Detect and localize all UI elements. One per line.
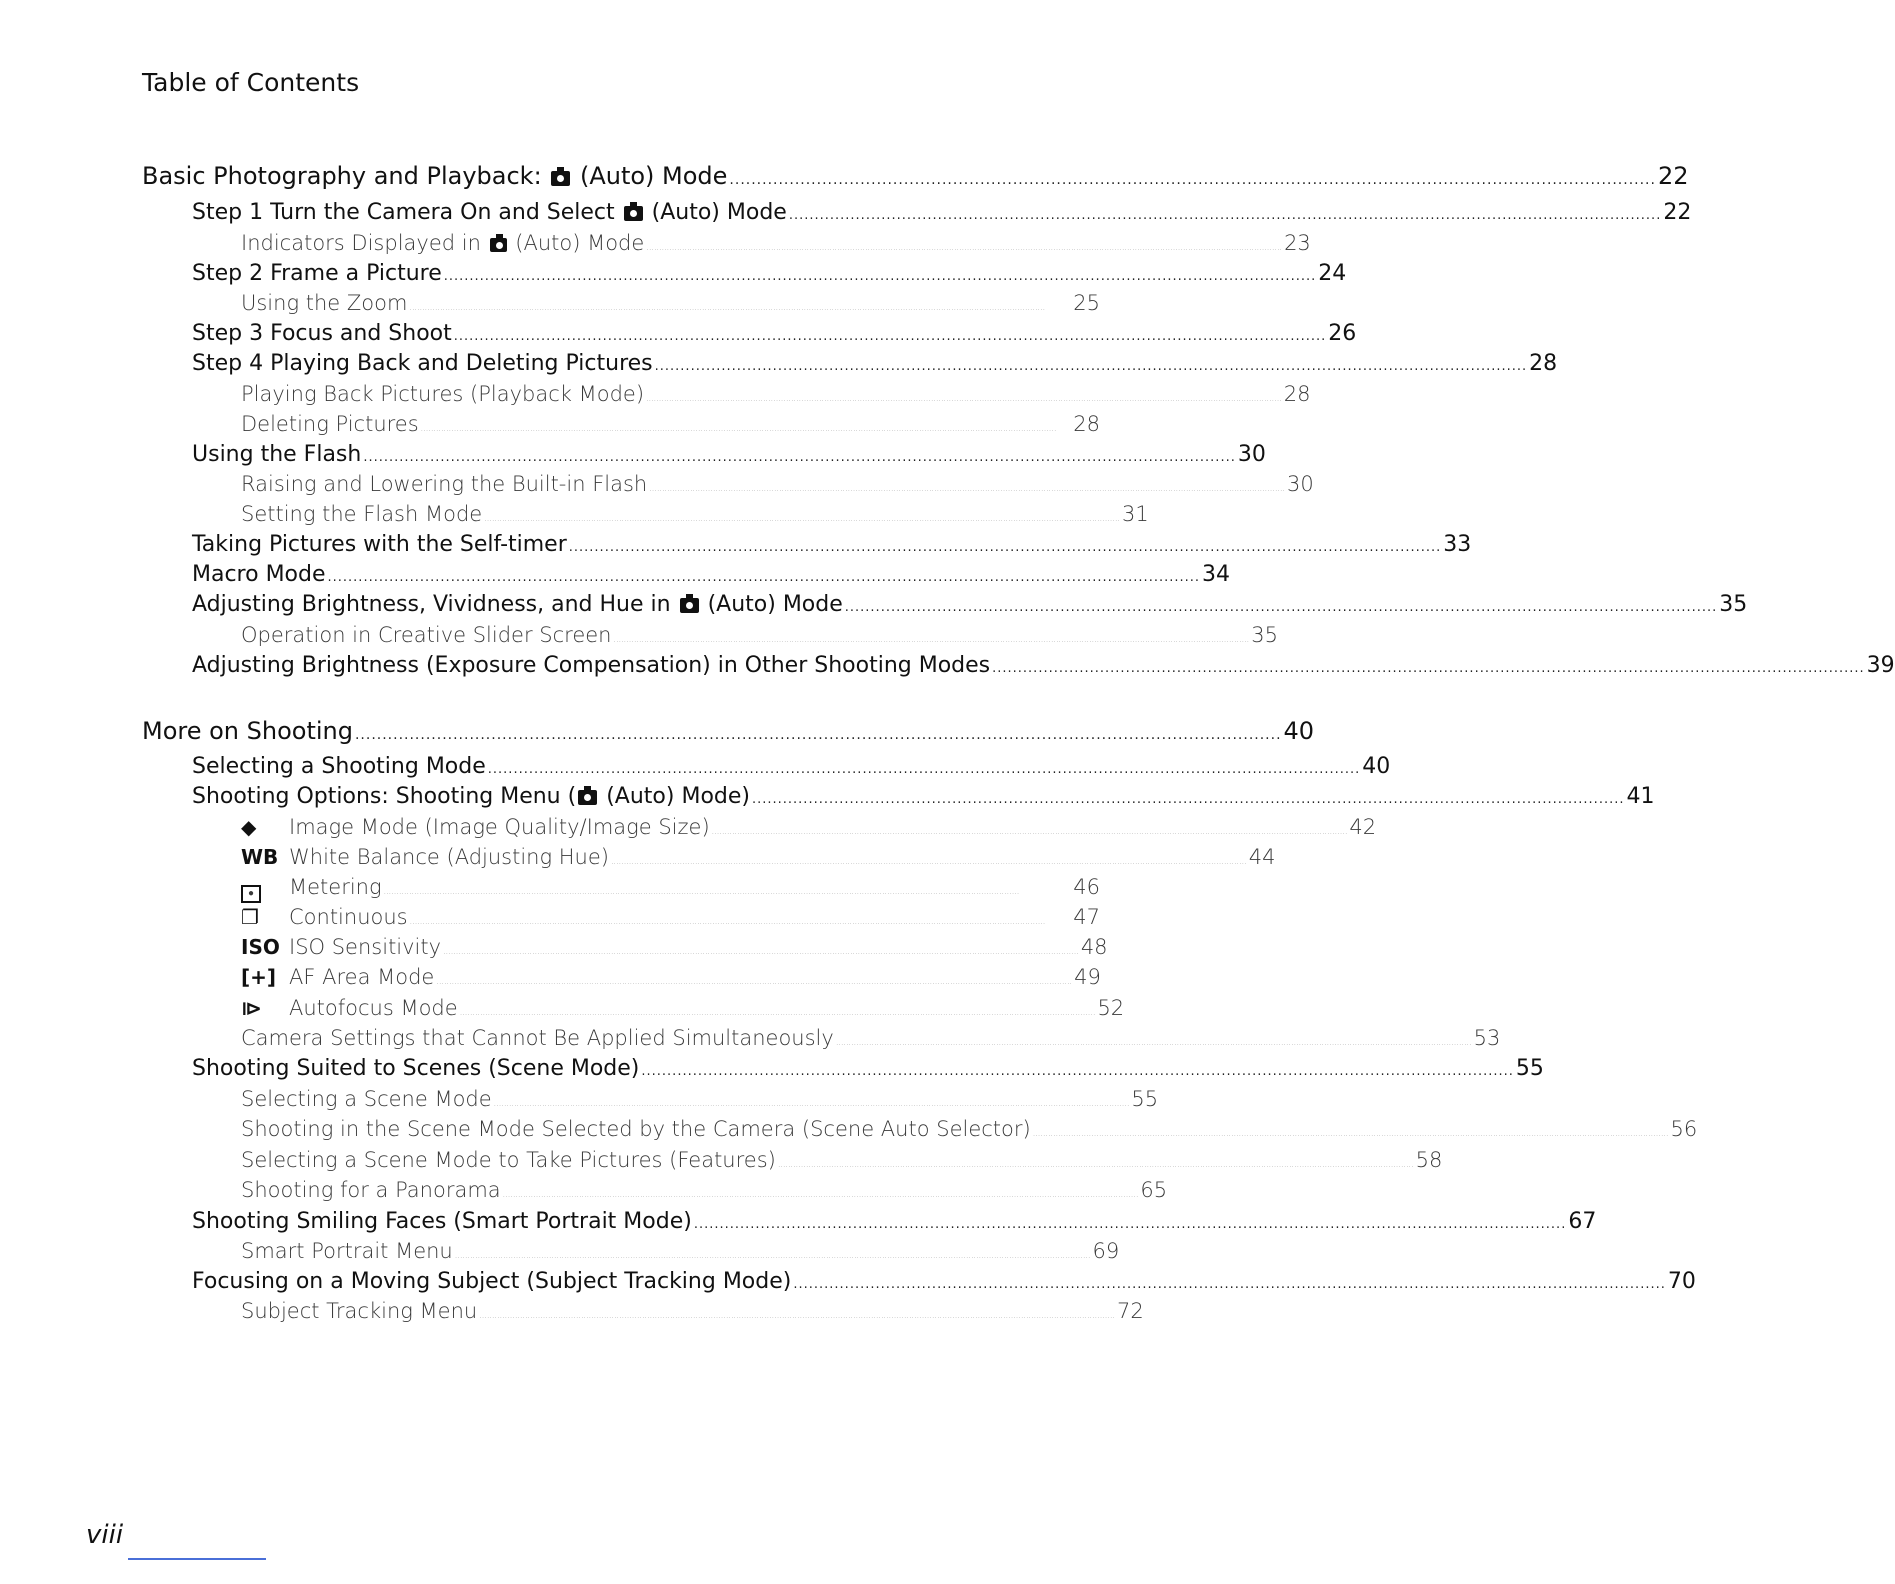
page-number: 72	[1116, 1299, 1144, 1323]
leader-dots: ..........................................................................................................................................................................................................................................................	[610, 857, 1247, 866]
toc-entry-scene-auto[interactable]: Shooting in the Scene Mode Selected by the Camera (Scene Auto Selector) .......................................................................................................................................................................................................................................................... 56	[241, 1117, 1698, 1141]
toc-entry-cannot-apply[interactable]: Camera Settings that Cannot Be Applied Simultaneously .......................................................................................................................................................................................................................................................... 53	[241, 1026, 1501, 1050]
page-number: 70	[1667, 1269, 1696, 1294]
page-number: 28	[1283, 382, 1311, 406]
toc-entry-macro[interactable]: Macro Mode .......................................................................................................................................................................... 34	[192, 562, 1231, 587]
toc-entry-selecting-scene[interactable]: Selecting a Scene Mode .......................................................................................................................................................................................................................................................... 55	[241, 1087, 1159, 1111]
leader-dots: ..........................................................................................................................................................................................................................................................	[459, 1008, 1096, 1017]
page-number: 25	[1073, 291, 1100, 315]
page-number: 28	[1073, 412, 1100, 436]
leader-dots: ..........................................................................................................................................................................................................................................................	[502, 1190, 1139, 1199]
page-number: 22	[1663, 200, 1692, 225]
page-number: 34	[1202, 562, 1231, 587]
toc-entry-playing-back[interactable]: Playing Back Pictures (Playback Mode) .......................................................................................................................................................................................................................................................... 28	[241, 382, 1311, 406]
toc-entry-shooting-options[interactable]: Shooting Options: Shooting Menu ( (Auto) Mode) .......................................................................................................................................................................... 41	[192, 784, 1655, 809]
leader-dots: ..........................................................................................................................................................................................................................................................	[383, 887, 1020, 896]
page-number: 30	[1237, 442, 1266, 467]
page-number: 31	[1121, 502, 1149, 526]
page-number: 30	[1287, 472, 1314, 496]
page-number: 65	[1140, 1178, 1168, 1202]
page-number: 28	[1529, 351, 1558, 376]
page-number: 26	[1328, 321, 1357, 346]
page-number: 58	[1415, 1148, 1443, 1172]
toc-entry-smart-portrait[interactable]: Shooting Smiling Faces (Smart Portrait Mode) .......................................................................................................................................................................... 67	[192, 1209, 1597, 1234]
table-of-contents	[142, 0, 1895, 1584]
leader-dots: ..........................................................................................................................................................................	[641, 1064, 1514, 1079]
toc-entry-subject-tracking-menu[interactable]: Subject Tracking Menu .......................................................................................................................................................................................................................................................... 72	[241, 1299, 1144, 1323]
toc-entry-smart-portrait-menu[interactable]: Smart Portrait Menu .......................................................................................................................................................................................................................................................... 69	[241, 1239, 1120, 1263]
camera-icon	[551, 171, 570, 186]
iso-icon: ISO	[241, 935, 280, 959]
page-title: Table of Contents	[142, 68, 360, 97]
toc-entry-brightness-auto[interactable]: Adjusting Brightness, Vividness, and Hue in (Auto) Mode .......................................................................................................................................................................... 35	[192, 592, 1748, 617]
leader-dots: ..........................................................................................................................................................................................................................................................	[454, 1251, 1091, 1260]
toc-entry-flash[interactable]: Using the Flash .......................................................................................................................................................................... 30	[192, 442, 1266, 467]
leader-dots: ..........................................................................................................................................................................	[453, 329, 1327, 344]
page-number: 39	[1866, 653, 1895, 678]
page-number: 42	[1349, 815, 1377, 839]
leader-dots: ..........................................................................................................................................................................	[729, 172, 1656, 188]
toc-entry-exposure-comp[interactable]: Adjusting Brightness (Exposure Compensation) in Other Shooting Modes .......................................................................................................................................................................... 39	[192, 653, 1895, 678]
folio-underline	[128, 1558, 266, 1560]
page-number: 24	[1318, 261, 1347, 286]
camera-icon	[624, 206, 643, 221]
leader-dots: ..........................................................................................................................................................................	[354, 727, 1282, 743]
toc-entry-step3[interactable]: Step 3 Focus and Shoot .......................................................................................................................................................................... 26	[192, 321, 1357, 346]
toc-entry-self-timer[interactable]: Taking Pictures with the Self-timer .......................................................................................................................................................................... 33	[192, 532, 1472, 557]
metering-icon: ●	[241, 885, 261, 903]
leader-dots: ..........................................................................................................................................................................	[693, 1217, 1567, 1232]
leader-dots: ..........................................................................................................................................................................................................................................................	[835, 1038, 1472, 1047]
toc-entry-step2[interactable]: Step 2 Frame a Picture .......................................................................................................................................................................... 24	[192, 261, 1347, 286]
page-number: 40	[1283, 717, 1315, 745]
leader-dots: ..........................................................................................................................................................................................................................................................	[1032, 1129, 1669, 1138]
af-area-icon: [+]	[241, 965, 277, 989]
toc-entry-white-balance[interactable]: WB White Balance (Adjusting Hue) .......................................................................................................................................................................................................................................................... 44	[241, 845, 1276, 869]
toc-entry-autofocus[interactable]: ⧐ Autofocus Mode .......................................................................................................................................................................................................................................................... 52	[241, 996, 1125, 1020]
camera-icon	[680, 598, 699, 613]
toc-entry-raising-flash[interactable]: Raising and Lowering the Built-in Flash .......................................................................................................................................................................................................................................................... 30	[241, 472, 1314, 496]
leader-dots: ..........................................................................................................................................................................	[788, 208, 1662, 223]
page-number: 49	[1074, 965, 1101, 989]
toc-entry-scene-features[interactable]: Selecting a Scene Mode to Take Pictures (Features) .......................................................................................................................................................................................................................................................... 58	[241, 1148, 1443, 1172]
leader-dots: ..........................................................................................................................................................................	[363, 450, 1236, 465]
page-number: 53	[1473, 1026, 1501, 1050]
leader-dots: ..........................................................................................................................................................................................................................................................	[409, 303, 1046, 312]
page-number: 55	[1131, 1087, 1159, 1111]
toc-entry-basic-photography[interactable]: Basic Photography and Playback: (Auto) Mode .......................................................................................................................................................................... 22	[142, 162, 1689, 190]
leader-dots: ..........................................................................................................................................................................................................................................................	[646, 394, 1282, 403]
toc-entry-panorama[interactable]: Shooting for a Panorama .......................................................................................................................................................................................................................................................... 65	[241, 1178, 1168, 1202]
page-number: 44	[1248, 845, 1276, 869]
leader-dots: ..........................................................................................................................................................................................................................................................	[436, 977, 1073, 986]
leader-dots: ..........................................................................................................................................................................................................................................................	[420, 424, 1057, 433]
page-number: 56	[1670, 1117, 1698, 1141]
leader-dots: ..........................................................................................................................................................................................................................................................	[443, 947, 1079, 956]
white-balance-icon: WB	[241, 845, 279, 869]
leader-dots: ..........................................................................................................................................................................	[992, 661, 1865, 676]
page-number: 33	[1443, 532, 1472, 557]
toc-entry-indicators[interactable]: Indicators Displayed in (Auto) Mode .......................................................................................................................................................................................................................................................... 23	[241, 231, 1311, 255]
toc-entry-creative-slider[interactable]: Operation in Creative Slider Screen .......................................................................................................................................................................................................................................................... 35	[241, 623, 1278, 647]
leader-dots: ..........................................................................................................................................................................................................................................................	[409, 917, 1046, 926]
toc-entry-subject-tracking[interactable]: Focusing on a Moving Subject (Subject Tracking Mode) .......................................................................................................................................................................... 70	[192, 1269, 1696, 1294]
camera-icon	[578, 790, 597, 805]
toc-entry-scene-mode[interactable]: Shooting Suited to Scenes (Scene Mode) .......................................................................................................................................................................... 55	[192, 1056, 1544, 1081]
leader-dots: ..........................................................................................................................................................................................................................................................	[711, 827, 1348, 836]
page-number: 23	[1284, 231, 1311, 255]
page-number: 40	[1362, 754, 1391, 779]
page-number: 46	[1073, 875, 1100, 899]
page-number: 55	[1515, 1056, 1544, 1081]
page-number: 47	[1073, 905, 1100, 929]
toc-entry-step1[interactable]: Step 1 Turn the Camera On and Select (Auto) Mode .......................................................................................................................................................................... 22	[192, 200, 1692, 225]
leader-dots: ..........................................................................................................................................................................	[327, 570, 1201, 585]
toc-entry-deleting[interactable]: Deleting Pictures .......................................................................................................................................................................................................................................................... 28	[241, 412, 1100, 436]
image-mode-icon: ◆	[241, 815, 257, 839]
leader-dots: ..........................................................................................................................................................................	[443, 269, 1317, 284]
toc-entry-more-on-shooting[interactable]: More on Shooting .......................................................................................................................................................................... 40	[142, 717, 1315, 745]
leader-dots: ..........................................................................................................................................................................	[654, 359, 1528, 374]
page-number: 48	[1080, 935, 1108, 959]
leader-dots: ..........................................................................................................................................................................	[487, 762, 1361, 777]
page-number: 41	[1626, 784, 1655, 809]
toc-entry-flash-mode[interactable]: Setting the Flash Mode .......................................................................................................................................................................................................................................................... 31	[241, 502, 1149, 526]
continuous-icon: ❐	[241, 905, 259, 929]
leader-dots: ..........................................................................................................................................................................................................................................................	[613, 635, 1250, 644]
toc-entry-image-mode[interactable]: ◆ Image Mode (Image Quality/Image Size) .......................................................................................................................................................................................................................................................... 42	[241, 815, 1377, 839]
page-number: 52	[1097, 996, 1125, 1020]
toc-entry-continuous[interactable]: ❐ Continuous .......................................................................................................................................................................................................................................................... 47	[241, 905, 1100, 929]
page-folio: viii	[86, 1520, 124, 1550]
leader-dots: ..........................................................................................................................................................................................................................................................	[646, 243, 1283, 252]
toc-entry-iso[interactable]: ISO ISO Sensitivity .......................................................................................................................................................................................................................................................... 48	[241, 935, 1108, 959]
autofocus-mode-icon: ⧐	[241, 996, 262, 1020]
leader-dots: ..........................................................................................................................................................................	[751, 792, 1625, 807]
leader-dots: ..........................................................................................................................................................................	[568, 540, 1442, 555]
page-number: 35	[1251, 623, 1278, 647]
leader-dots: ..........................................................................................................................................................................................................................................................	[777, 1160, 1414, 1169]
leader-dots: ..........................................................................................................................................................................................................................................................	[479, 1311, 1115, 1320]
page-number: 69	[1092, 1239, 1120, 1263]
leader-dots: ..........................................................................................................................................................................................................................................................	[493, 1099, 1130, 1108]
toc-entry-step4[interactable]: Step 4 Playing Back and Deleting Pictures .......................................................................................................................................................................... 28	[192, 351, 1558, 376]
page-number: 35	[1719, 592, 1748, 617]
toc-entry-zoom[interactable]: Using the Zoom .......................................................................................................................................................................................................................................................... 25	[241, 291, 1100, 315]
toc-entry-metering[interactable]: ● Metering .......................................................................................................................................................................................................................................................... 46	[142, 875, 1100, 907]
page-number: 22	[1657, 162, 1689, 190]
leader-dots: ..........................................................................................................................................................................................................................................................	[484, 514, 1120, 523]
page-number: 67	[1568, 1209, 1597, 1234]
leader-dots: ..........................................................................................................................................................................................................................................................	[649, 484, 1285, 493]
toc-entry-af-area[interactable]: [+] AF Area Mode .......................................................................................................................................................................................................................................................... 49	[241, 965, 1101, 989]
leader-dots: ..........................................................................................................................................................................	[793, 1277, 1666, 1292]
toc-entry-select-mode[interactable]: Selecting a Shooting Mode .......................................................................................................................................................................... 40	[192, 754, 1391, 779]
camera-icon	[490, 238, 507, 252]
leader-dots: ..........................................................................................................................................................................	[844, 600, 1718, 615]
